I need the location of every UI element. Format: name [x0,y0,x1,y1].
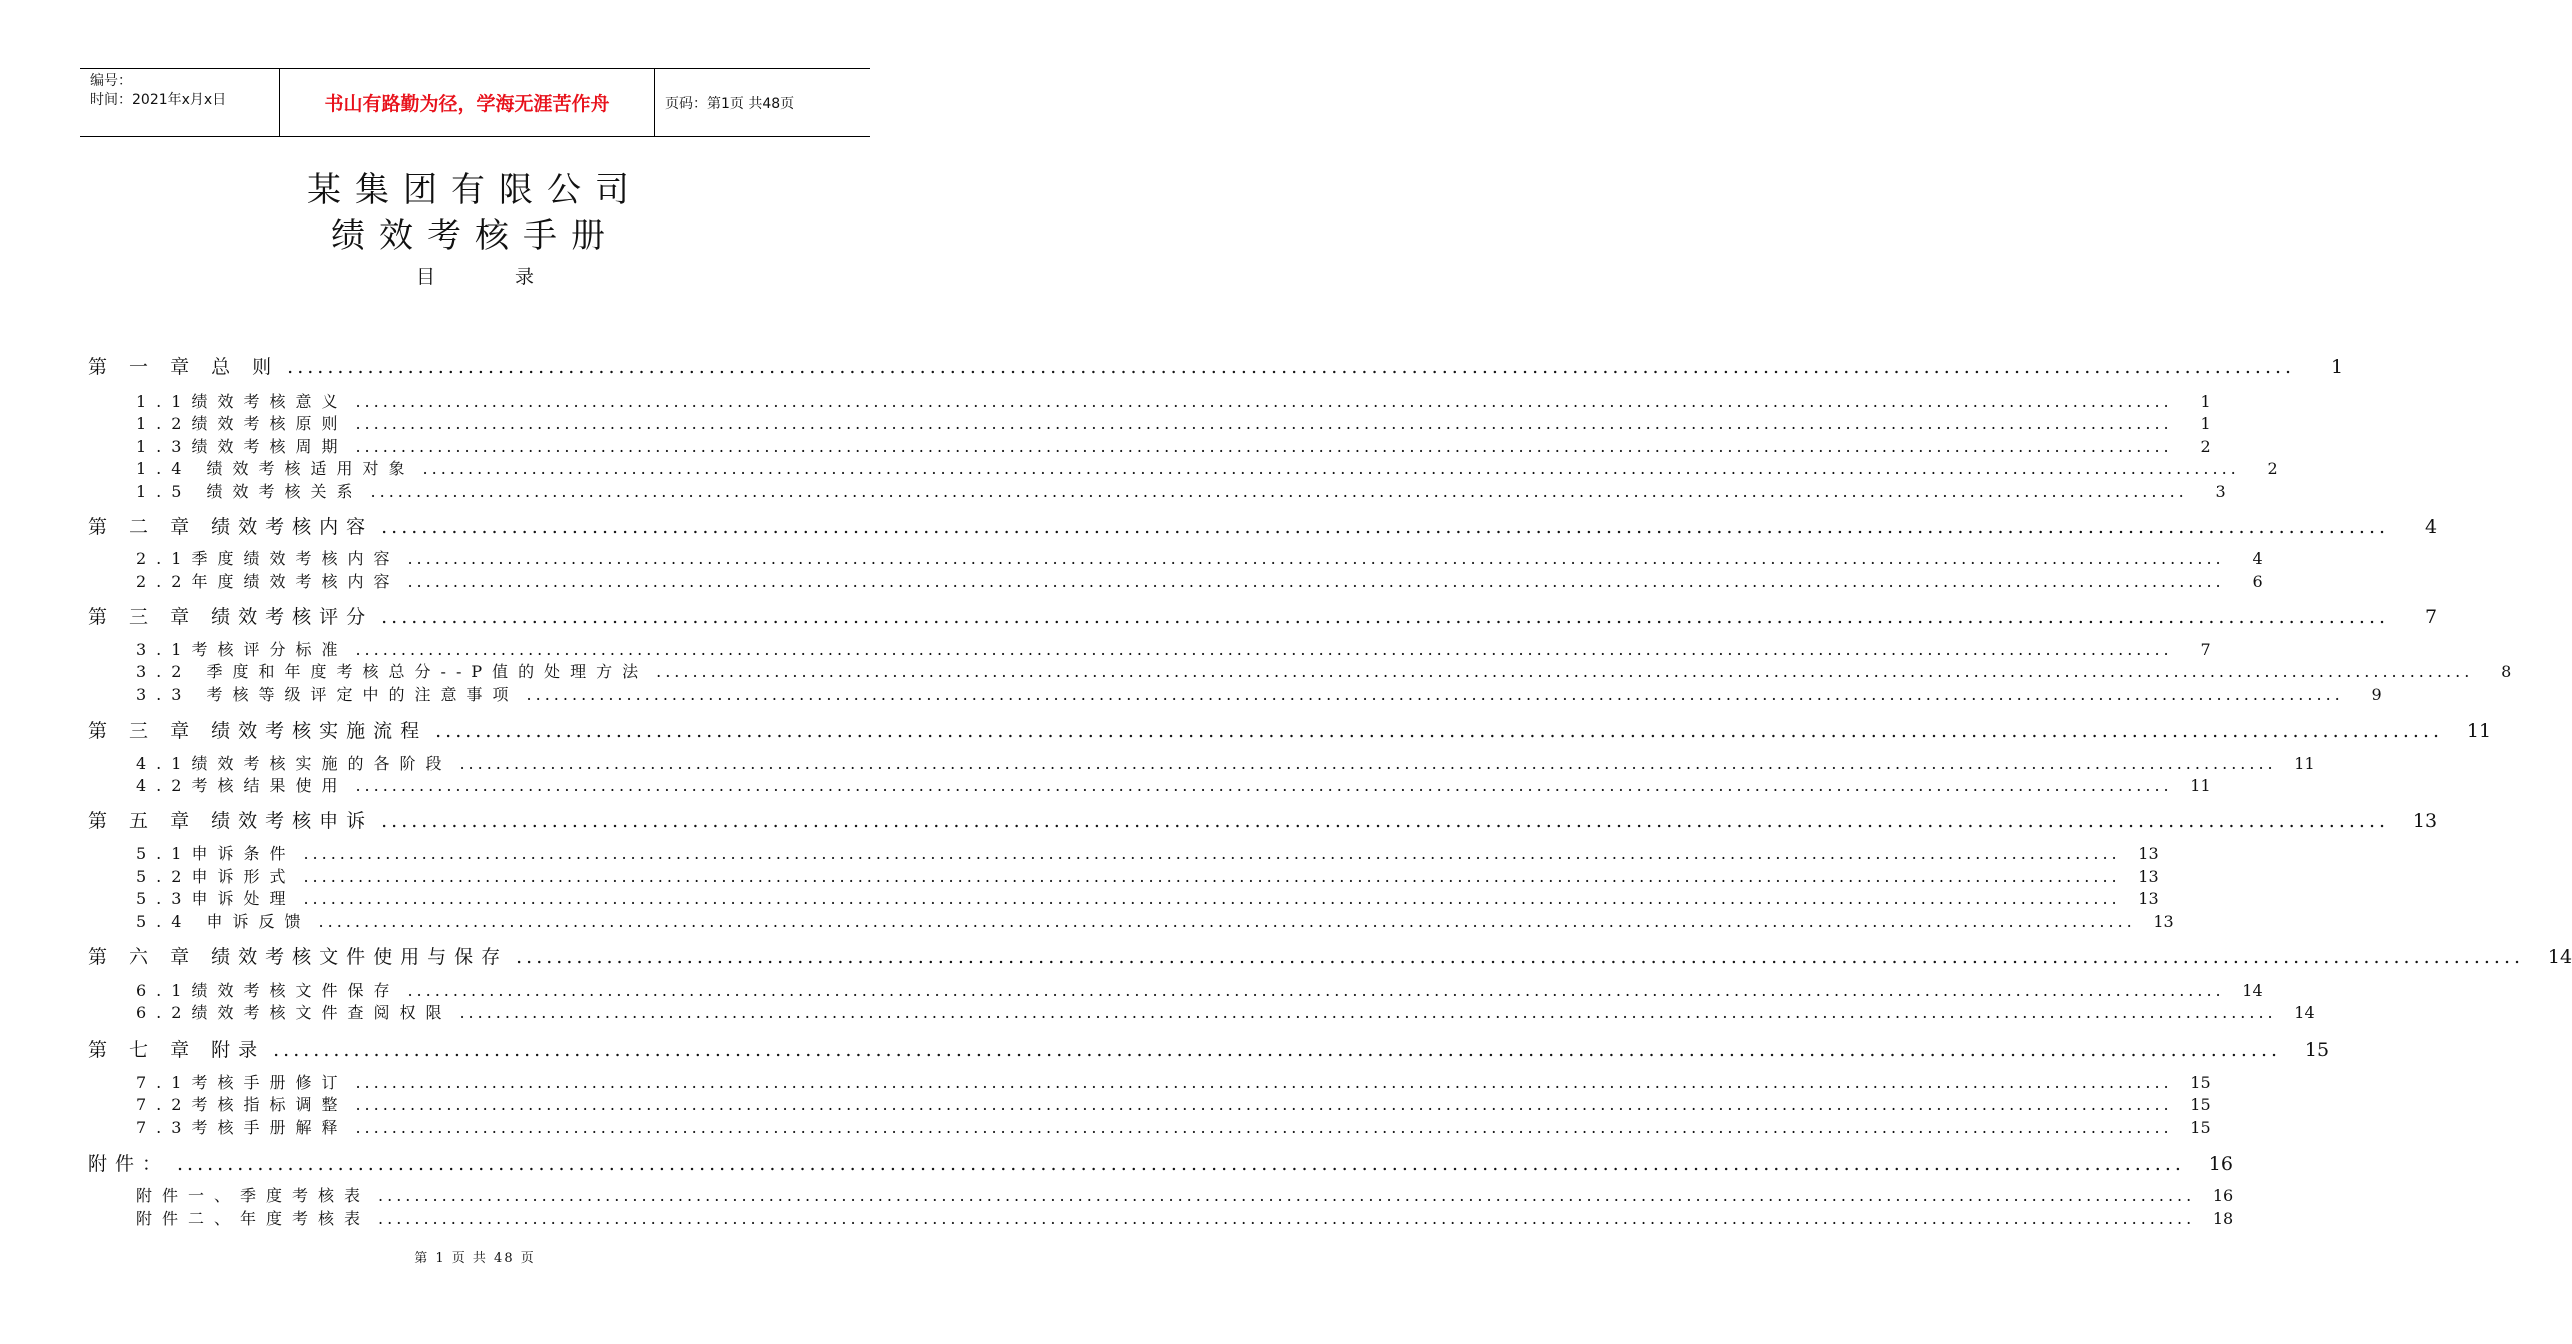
toc-entry-label: 第 二 章 绩效考核内容 [88,516,374,538]
toc-leader-dots: ........................................................................................................................................................................................................ [407,572,2225,591]
toc-entry-label: 第 六 章 绩效考核文件使用与保存 [88,946,509,968]
number-label: 编号： [90,73,132,89]
toc-section-row [136,569,2263,592]
toc-page-number: 13 [2153,912,2174,931]
toc-section-row [136,751,2315,774]
toc-section-row [136,1070,2211,1093]
toc-page-number: 11 [2466,720,2492,742]
toc-page-number: 15 [2190,1073,2211,1092]
toc-leader-dots: ........................................................................................................................................................................................................ [318,912,2136,931]
toc-entry-label: 5.4 申诉反馈 [136,912,311,931]
toc-entry-label: 1.2绩效考核原则 [136,414,348,433]
toc-entry-label: 第 三 章 绩效考核实施流程 [88,720,428,742]
toc-page-number: 8 [2501,662,2512,681]
toc-section-row [136,909,2174,932]
toc-leader-dots: ........................................................................................................................................................................................................ [656,662,2474,681]
toc-leader-dots: ........................................................................................................................................................................................................ [381,606,2390,628]
toc-section-row [136,864,2159,887]
toc-entry-label: 1.5 绩效考核关系 [136,482,363,501]
toc-chapter-row [88,1149,2233,1176]
toc-leader-dots: ........................................................................................................................................................................................................ [381,516,2390,538]
toc-leader-dots: ........................................................................................................................................................................................................ [287,356,2296,378]
toc-entry-label: 附件一、季度考核表 [136,1186,371,1205]
toc-section-row [136,389,2211,412]
toc-page-number: 9 [2371,685,2382,704]
toc-leader-dots: ........................................................................................................................................................................................................ [378,1186,2196,1205]
page-footer: 第 1 页 共 48 页 [414,1251,536,1266]
toc-entry-label: 1.4 绩效考核适用对象 [136,459,415,478]
toc-entry-label: 3.3 考核等级评定中的注意事项 [136,685,519,704]
toc-entry-label: 5.2申诉形式 [136,867,296,886]
toc-chapter-row [88,1035,2330,1062]
toc-entry-label: 6.1绩效考核文件保存 [136,981,400,1000]
toc-leader-dots: ........................................................................................................................................................................................................ [435,720,2444,742]
toc-entry-label: 4.2考核结果使用 [136,776,348,795]
toc-page-number: 1 [2331,356,2344,378]
toc-page-number: 14 [2242,981,2263,1000]
toc-leader-dots: ........................................................................................................................................................................................................ [355,437,2173,456]
toc-entry-label: 5.1申诉条件 [136,844,296,863]
toc-leader-dots: ........................................................................................................................................................................................................ [355,414,2173,433]
toc-section-row [136,456,2278,479]
toc-page-number: 6 [2252,572,2263,591]
toc-page-number: 3 [2215,482,2226,501]
toc-page-number: 7 [2424,606,2438,628]
toc-page-number: 14 [2547,946,2572,968]
toc-entry-label: 第 三 章 绩效考核评分 [88,606,374,628]
toc-section-row [136,682,2382,705]
title-manual: 绩效考核手册 [331,216,619,256]
toc-leader-dots: ........................................................................................................................................................................................................ [407,981,2225,1000]
toc-chapter-row [88,806,2438,833]
toc-page-number: 13 [2138,844,2159,863]
toc-section-row [136,1183,2234,1206]
toc-chapter-row [88,942,2572,969]
toc-chapter-row [88,352,2344,379]
toc-entry-label: 第 五 章 绩效考核申诉 [88,810,374,832]
toc-leader-dots: ........................................................................................................................................................................................................ [370,482,2188,501]
toc-page-number: 15 [2304,1039,2330,1061]
toc-chapter-row [88,602,2438,629]
toc-entry-label: 7.1考核手册修订 [136,1073,348,1092]
toc-entry-label: 2.2年度绩效考核内容 [136,572,400,591]
toc-page-number: 7 [2200,640,2211,659]
toc-heading-char-1: 目 [415,266,435,288]
toc-section-row [136,1000,2315,1023]
toc-leader-dots: ........................................................................................................................................................................................................ [459,754,2277,773]
toc-leader-dots: ........................................................................................................................................................................................................ [378,1209,2196,1228]
toc-page-number: 15 [2190,1118,2211,1137]
toc-leader-dots: ........................................................................................................................................................................................................ [177,1153,2185,1175]
toc-section-row [136,479,2226,502]
toc-entry-label: 6.2绩效考核文件查阅权限 [136,1003,452,1022]
toc-section-row [136,886,2159,909]
toc-entry-label: 4.1绩效考核实施的各阶段 [136,754,452,773]
toc-leader-dots: ........................................................................................................................................................................................................ [381,810,2390,832]
toc-leader-dots: ........................................................................................................................................................................................................ [355,392,2173,411]
toc-leader-dots: ........................................................................................................................................................................................................ [303,889,2121,908]
toc-page-number: 1 [2200,392,2211,411]
toc-heading [0,262,950,289]
toc-leader-dots: ........................................................................................................................................................................................................ [273,1039,2282,1061]
page-header [80,68,870,137]
toc-entry-label: 7.3考核手册解释 [136,1118,348,1137]
toc-page-number: 4 [2252,549,2263,568]
toc-leader-dots: ........................................................................................................................................................................................................ [303,844,2121,863]
toc-page-number: 16 [2212,1186,2234,1205]
toc-chapter-row [88,512,2438,539]
toc-leader-dots: ........................................................................................................................................................................................................ [407,549,2225,568]
toc-leader-dots: ........................................................................................................................................................................................................ [355,1073,2173,1092]
toc-page-number: 2 [2200,437,2211,456]
toc-entry-label: 1.3绩效考核周期 [136,437,348,456]
toc-page-number: 4 [2424,516,2438,538]
title-company: 某集团有限公司 [307,170,643,210]
toc-section-row [136,411,2211,434]
toc-leader-dots: ........................................................................................................................................................................................................ [355,1118,2173,1137]
toc-leader-dots: ........................................................................................................................................................................................................ [516,946,2525,968]
toc-page-number: 1 [2200,414,2211,433]
toc-section-row [136,773,2211,796]
toc-leader-dots: ........................................................................................................................................................................................................ [526,685,2344,704]
toc-entry-label: 3.2 季度和年度考核总分--P值的处理方法 [136,662,649,681]
toc-section-row [136,434,2211,457]
toc-page-number: 16 [2208,1153,2233,1175]
toc-entry-label: 附件二、年度考核表 [136,1209,371,1228]
toc-section-row [136,546,2263,569]
toc-section-row [136,1092,2211,1115]
toc-leader-dots: ........................................................................................................................................................................................................ [355,1095,2173,1114]
toc-page-number: 18 [2212,1209,2234,1228]
header-meta [80,69,280,136]
toc-leader-dots: ........................................................................................................................................................................................................ [355,640,2173,659]
toc-heading-char-2: 录 [515,266,535,288]
toc-entry-label: 7.2考核指标调整 [136,1095,348,1114]
toc-page-number: 14 [2294,1003,2315,1022]
toc-leader-dots: ........................................................................................................................................................................................................ [355,776,2173,795]
header-page-info: 页码：第1页 共48页 [665,95,795,112]
toc-entry-label: 附件： [88,1153,170,1175]
toc-section-row [136,978,2263,1001]
toc-page-number: 13 [2138,867,2159,886]
toc-page-number: 2 [2267,459,2278,478]
toc-section-row [136,1206,2234,1229]
toc-leader-dots: ........................................................................................................................................................................................................ [303,867,2121,886]
toc-page-number: 13 [2412,810,2438,832]
toc-entry-label: 第 一 章 总 则 [88,356,280,378]
toc-page-number: 15 [2190,1095,2211,1114]
toc-page-number: 13 [2138,889,2159,908]
toc-leader-dots: ........................................................................................................................................................................................................ [422,459,2240,478]
toc-section-row [136,659,2512,682]
toc-leader-dots: ........................................................................................................................................................................................................ [459,1003,2277,1022]
toc-entry-label: 2.1季度绩效考核内容 [136,549,400,568]
toc-page-number: 11 [2190,776,2211,795]
toc-entry-label: 3.1考核评分标准 [136,640,348,659]
toc-entry-label: 1.1绩效考核意义 [136,392,348,411]
toc-section-row [136,1115,2211,1138]
toc-page-number: 11 [2294,754,2315,773]
time-label: 时间：2021年x月x日 [90,92,227,108]
toc-section-row [136,841,2159,864]
header-motto: 书山有路勤为径，学海无涯苦作舟 [280,69,655,136]
toc-chapter-row [88,716,2492,743]
toc-entry-label: 第 七 章 附录 [88,1039,266,1061]
toc-entry-label: 5.3申诉处理 [136,889,296,908]
toc-section-row [136,637,2211,660]
